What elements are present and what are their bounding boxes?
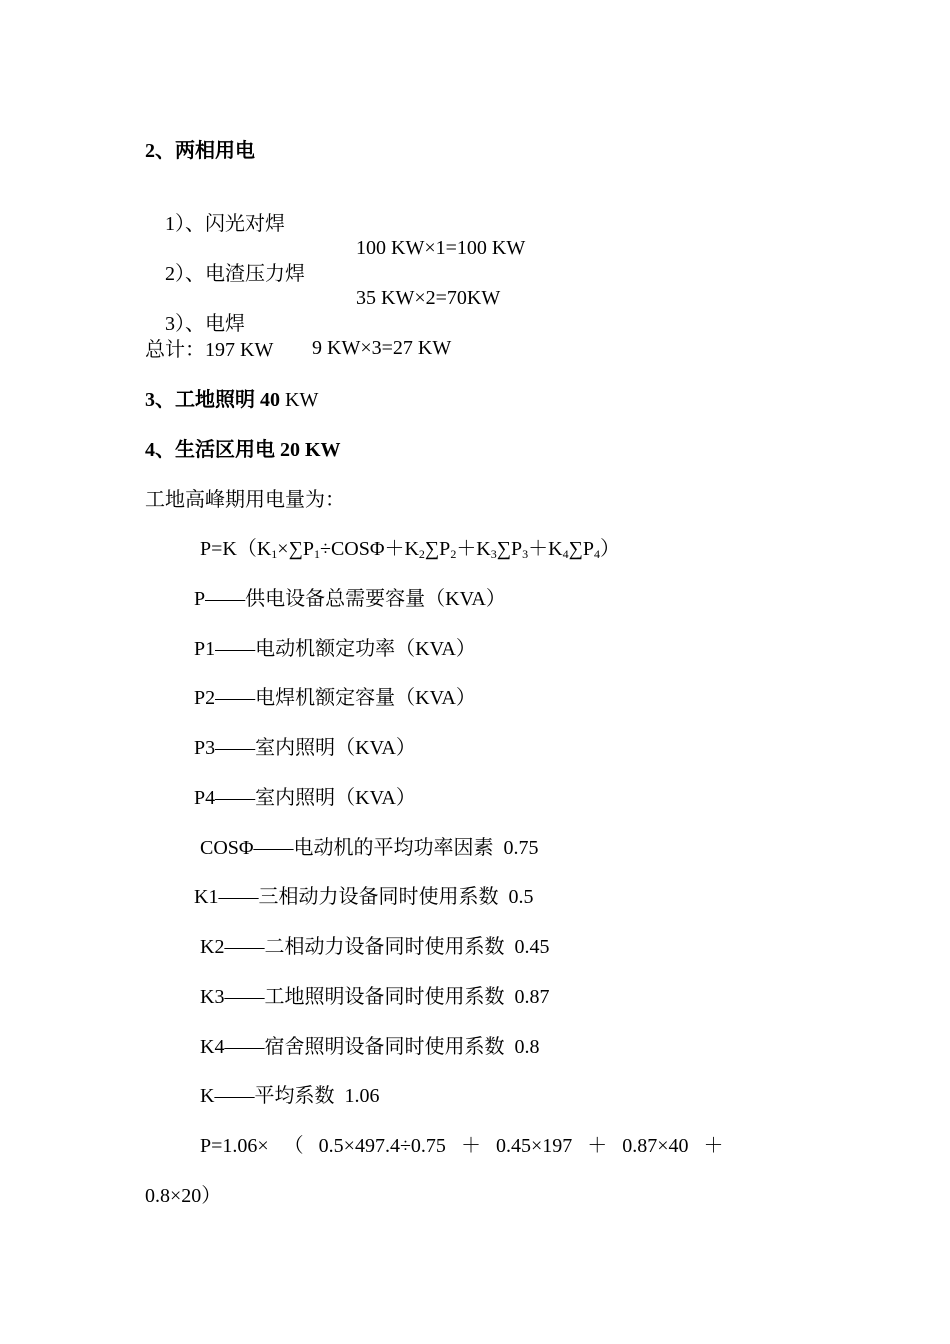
definition-line: P4——室内照明（KVA） (194, 787, 416, 809)
formula (200, 537, 620, 561)
formula-subscript: 4 (594, 547, 600, 561)
definition-line: K3——工地照明设备同时使用系数 0.87 (200, 986, 550, 1008)
total-line: 总计：197 KW (145, 339, 274, 361)
item-value: 9 KW×3=27 KW (312, 337, 452, 359)
definition-line: P1——电动机额定功率（KVA） (194, 638, 476, 660)
item-value: 100 KW×1=100 KW (356, 237, 526, 259)
site-lighting-unit: KW (280, 389, 319, 411)
formula-part: ∑P (568, 538, 594, 560)
item-label: 2）、电渣压力焊 (165, 263, 305, 285)
section-heading-site-lighting (145, 388, 318, 412)
definition-line: K2——二相动力设备同时使用系数 0.45 (200, 936, 550, 958)
calculation-line-continued: 0.8×20） (145, 1185, 222, 1207)
formula-part: P=K（K (200, 538, 272, 560)
formula-part: ＋K (528, 538, 563, 560)
formula-subscript: 4 (562, 547, 569, 561)
item-value: 35 KW×2=70KW (356, 287, 501, 309)
section-heading-living-area: 4、生活区用电 20 KW (145, 439, 341, 461)
item-label: 3）、电焊 (165, 313, 245, 335)
definition-line: COSΦ——电动机的平均功率因素 0.75 (200, 837, 539, 859)
formula-subscript: 3 (490, 547, 497, 561)
definition-line: P2——电焊机额定容量（KVA） (194, 687, 476, 709)
formula-subscript: 1 (271, 547, 278, 561)
formula-part: ∑P (424, 538, 451, 560)
definition-line: K1——三相动力设备同时使用系数 0.5 (194, 886, 534, 908)
formula-part: ） (600, 538, 620, 560)
peak-intro: 工地高峰期用电量为： (145, 489, 345, 511)
definition-line: K——平均系数 1.06 (200, 1085, 380, 1107)
formula-subscript: 1 (313, 547, 320, 561)
formula-subscript: 2 (418, 547, 425, 561)
formula-part: ＋K (456, 538, 491, 560)
formula-part: ×∑P (277, 538, 314, 560)
site-lighting-label: 3、工地照明 40 (145, 389, 280, 411)
formula-subscript: 2 (450, 547, 457, 561)
definition-line: P——供电设备总需要容量（KVA） (194, 588, 506, 610)
definition-line: P3——室内照明（KVA） (194, 737, 416, 759)
section-heading-two-phase: 2、两相用电 (145, 140, 255, 162)
item-label: 1）、闪光对焊 (165, 213, 285, 235)
formula-part: ÷COSΦ＋K (319, 538, 419, 560)
formula-subscript: 3 (522, 547, 529, 561)
formula-part: ∑P (496, 538, 523, 560)
calculation-line: P=1.06× （ 0.5×497.4÷0.75 ＋ 0.45×197 ＋ 0.87×40 ＋ (200, 1135, 724, 1157)
definition-line: K4——宿舍照明设备同时使用系数 0.8 (200, 1036, 540, 1058)
